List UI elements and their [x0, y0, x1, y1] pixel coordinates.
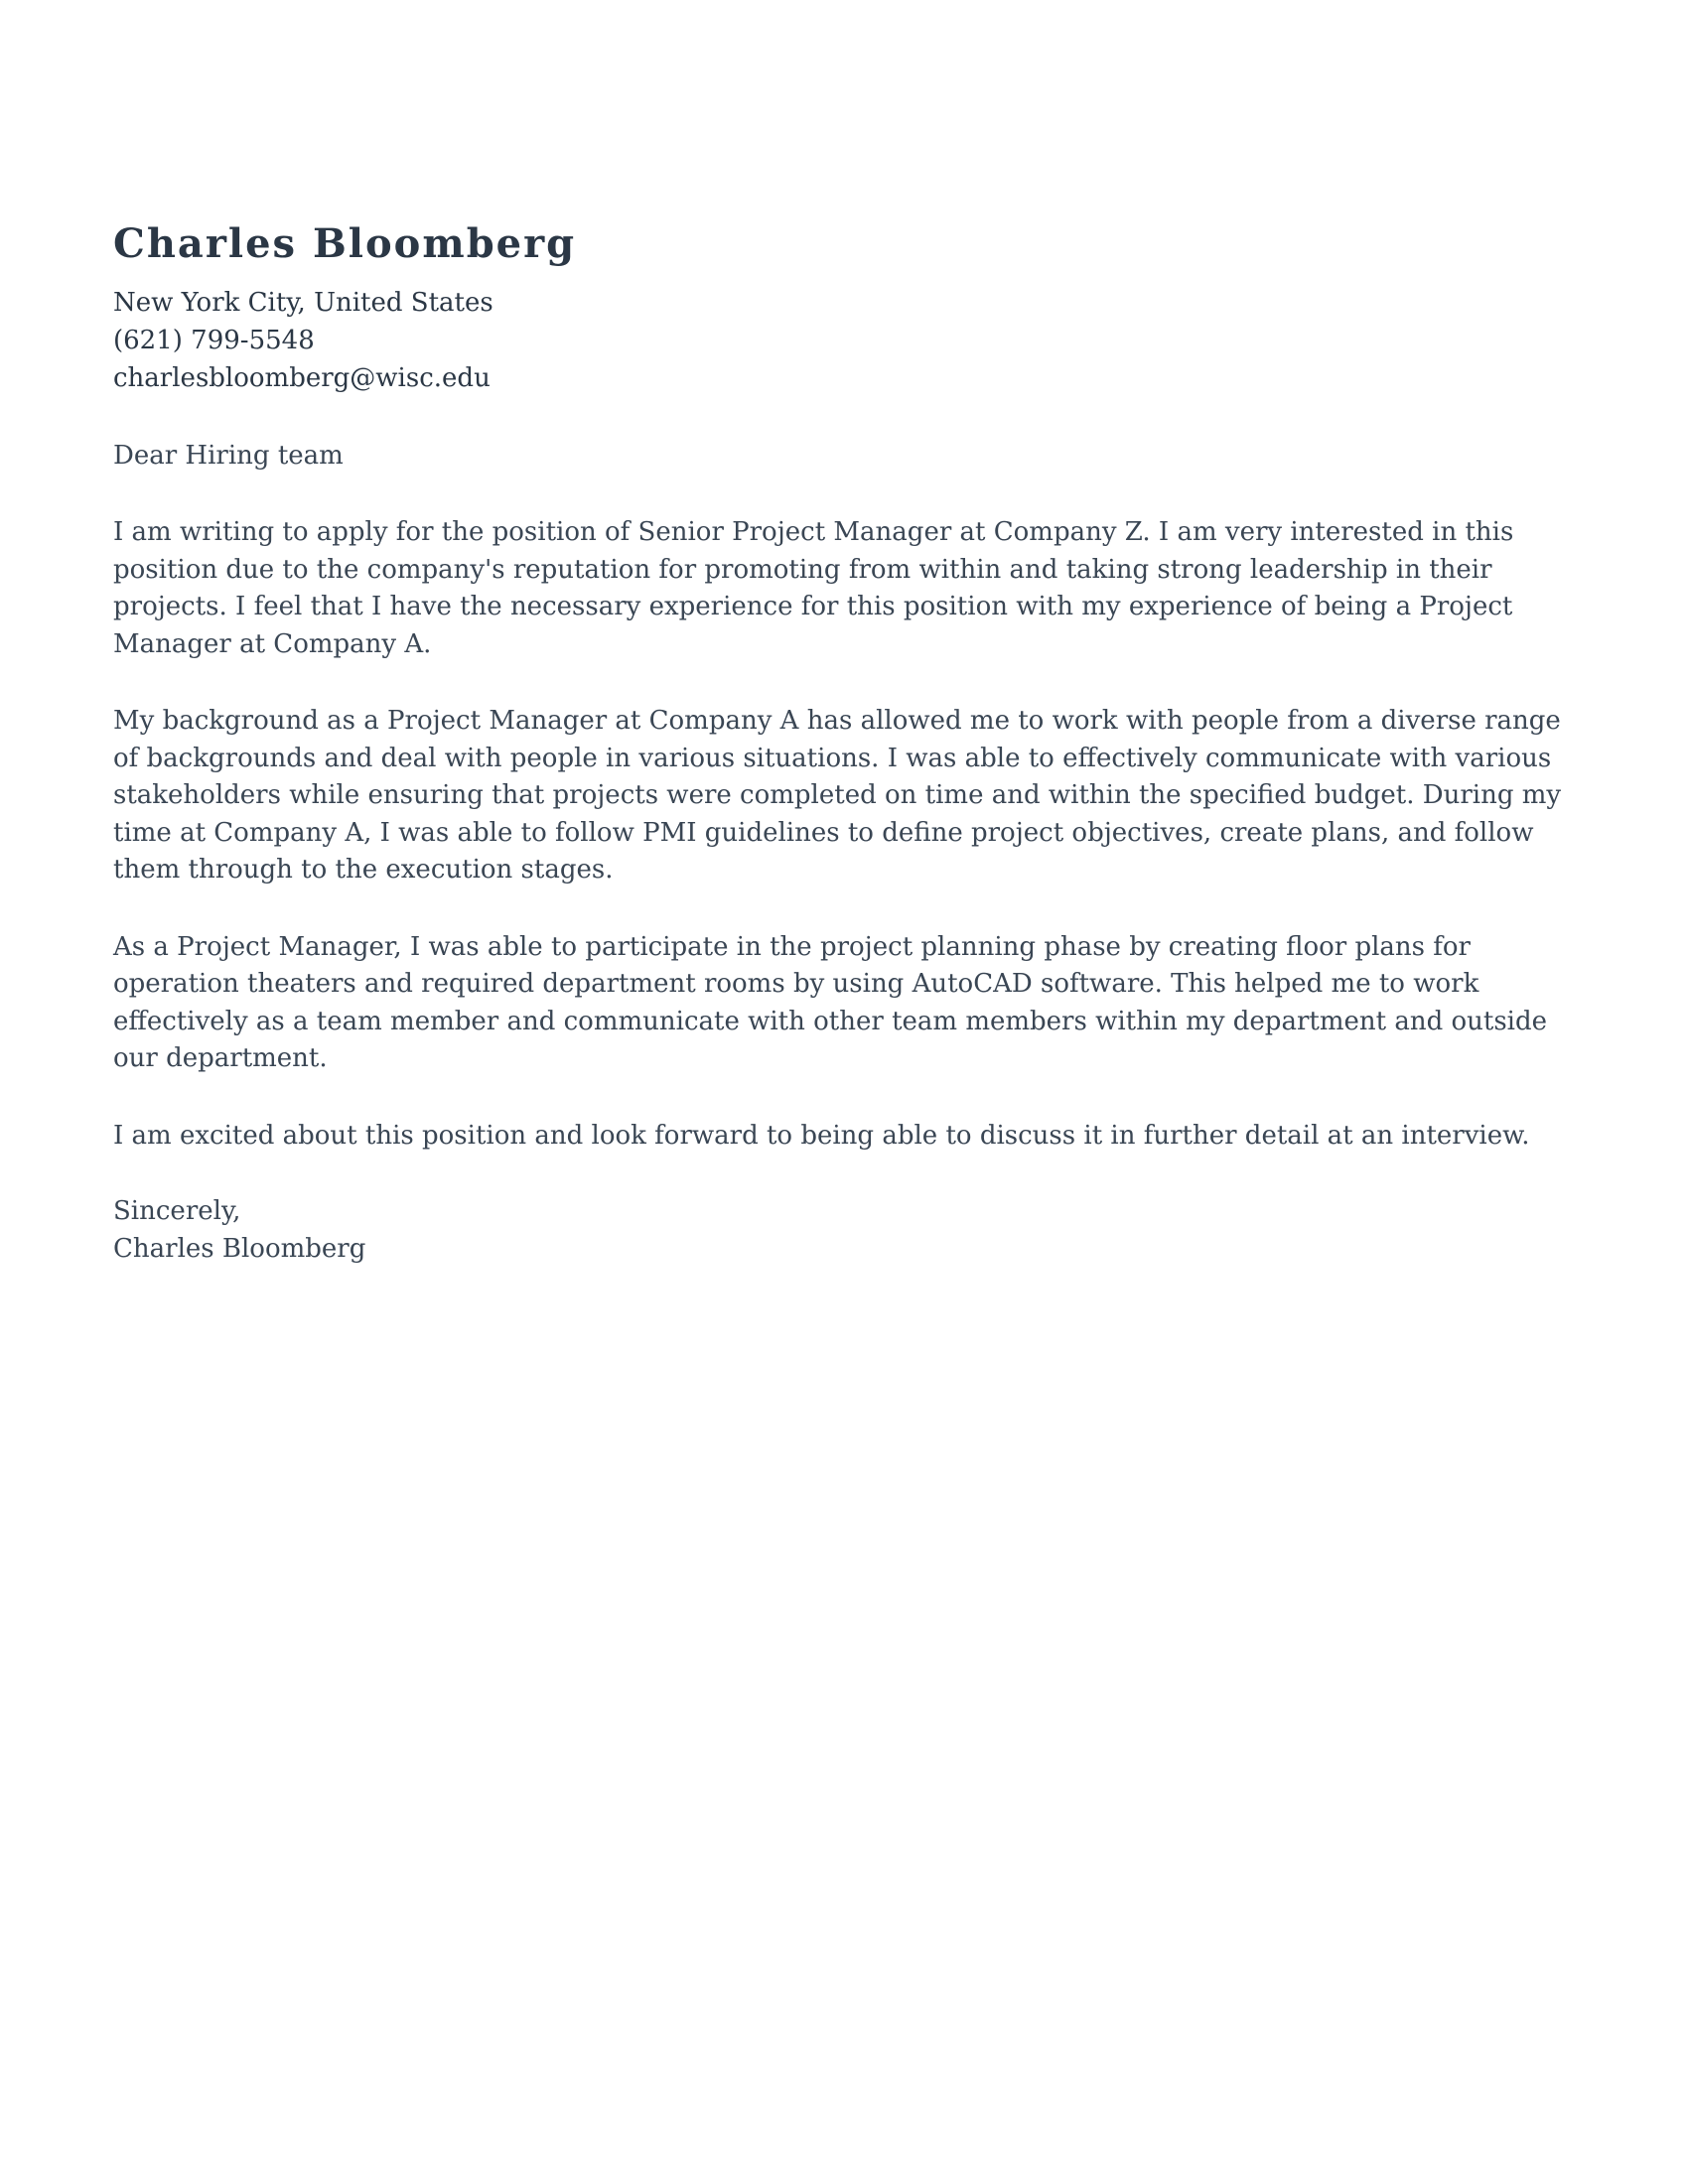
letter-closing-block	[113, 1192, 1575, 1268]
applicant-phone: (621) 799-5548	[113, 326, 315, 355]
letter-paragraph-1: I am writing to apply for the position of Senior Project Manager at Company Z. I am very interested in this position due to the company's reputation for promoting from within and taking strong leadership in their projects. I feel that I have the necessary experience for this position with my experience of being a Project Manager at Company A.	[113, 517, 1514, 659]
letter-paragraph-3: As a Project Manager, I was able to participate in the project planning phase by creating floor plans for operation theaters and required department rooms by using AutoCAD software. This helped me to work effectively as a team member and communicate with other team members within my department and outside our department.	[113, 931, 1548, 1073]
letter-signature: Charles Bloomberg	[113, 1234, 366, 1264]
letter-paragraph-2: My background as a Project Manager at Company A has allowed me to work with people from a diverse range of backgrounds and deal with people in various situations. I was able to effectively communicate with various stakeholders while ensuring that projects were completed on time and within the specified budget. During my time at Company A, I was able to follow PMI guidelines to define project objectives, create plans, and follow them through to the execution stages.	[113, 706, 1562, 885]
letter-paragraph-4: I am excited about this position and look forward to being able to discuss it in further detail at an interview.	[113, 1120, 1530, 1151]
letter-header	[113, 218, 1575, 397]
applicant-email: charlesbloomberg@wisc.edu	[113, 363, 491, 393]
letter-closing: Sincerely,	[113, 1196, 241, 1226]
letter-greeting: Dear Hiring team	[113, 441, 344, 471]
applicant-location: New York City, United States	[113, 288, 493, 318]
applicant-name: Charles Bloomberg	[113, 220, 577, 267]
cover-letter	[113, 218, 1575, 1268]
